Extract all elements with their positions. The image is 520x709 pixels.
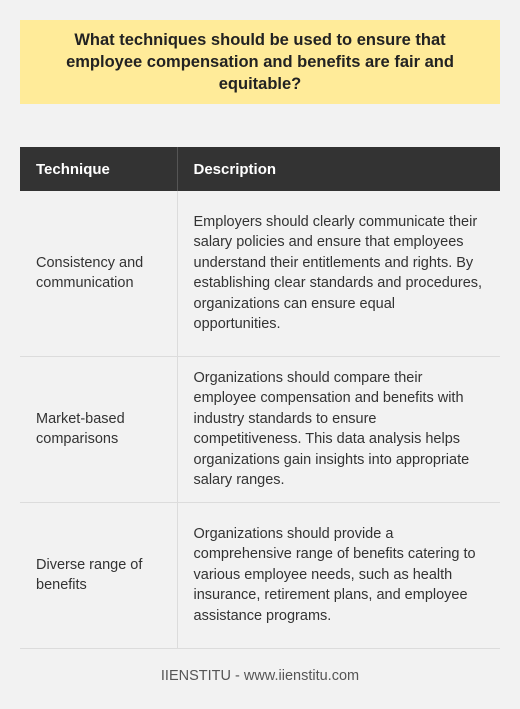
description-cell: Organizations should compare their employee compensation and benefits with industry standards to ensure competitiveness. This data analysis helps organizations gain insights into appropriate salary ranges. <box>177 356 500 502</box>
technique-cell: Diverse range of benefits <box>20 502 177 648</box>
techniques-table <box>20 147 500 649</box>
table-row <box>20 356 500 502</box>
description-cell: Employers should clearly communicate their salary policies and ensure that employees understand their entitlements and rights. By establishing clear standards and procedures, organizations can ensure equal opportunities. <box>177 191 500 356</box>
column-header-description: Description <box>177 147 500 191</box>
footer-credit: IIENSTITU - www.iienstitu.com <box>160 668 360 684</box>
table-row <box>20 191 500 356</box>
question-banner <box>20 20 500 104</box>
description-cell: Organizations should provide a comprehensive range of benefits catering to various employee needs, such as health insurance, retirement plans, and employee assistance programs. <box>177 502 500 648</box>
question-text: What techniques should be used to ensure that employee compensation and benefits are fair and equitable? <box>66 31 454 93</box>
technique-cell: Consistency and communication <box>20 191 177 356</box>
table-header-row <box>20 147 500 191</box>
technique-cell: Market-based comparisons <box>20 356 177 502</box>
table-row <box>20 502 500 648</box>
column-header-technique: Technique <box>20 147 177 191</box>
